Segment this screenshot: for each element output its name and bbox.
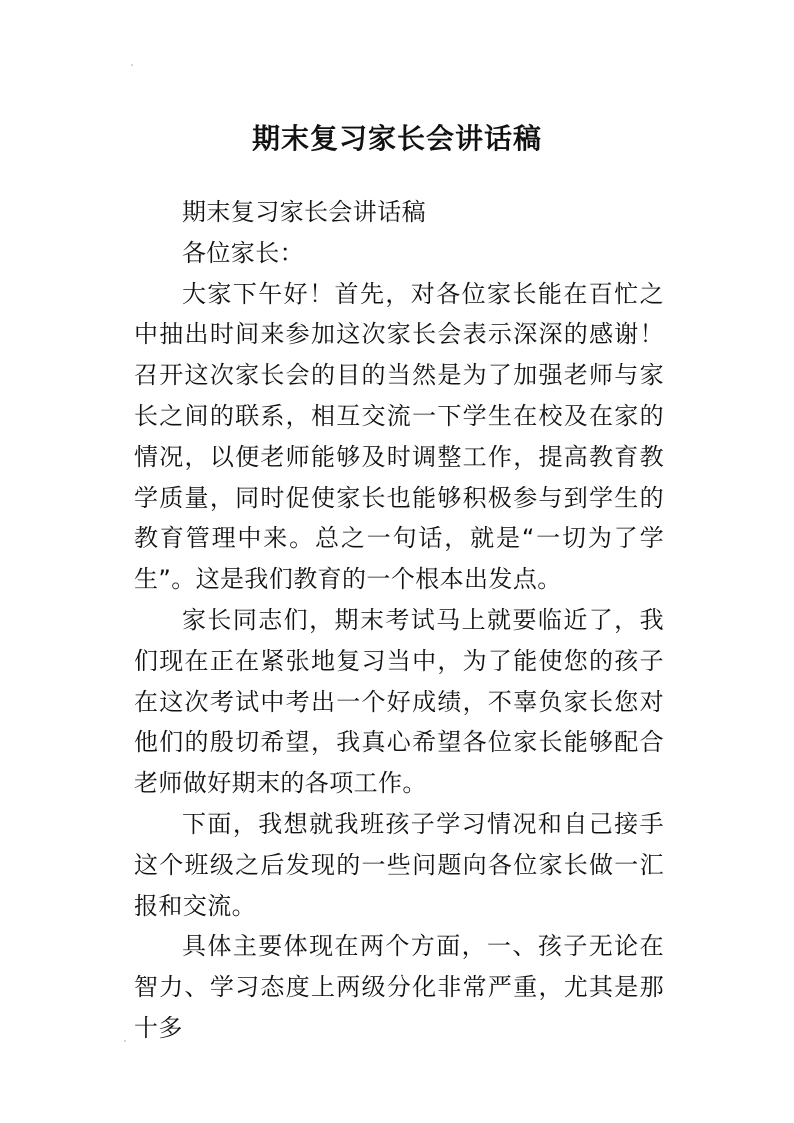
scan-speck: [124, 1040, 126, 1042]
scan-speck: [131, 64, 133, 66]
paragraph-heading-repeat: 期末复习家长会讲话稿: [182, 198, 426, 226]
paragraph-exam-approaching: 家长同志们，期末考试马上就要临近了，我们现在正在紧张地复习当中，为了能使您的孩子在这次考试中考出一个好成绩，不辜负家长您对他们的殷切希望，我真心希望各位家长能够配合老师做好期末的各项工作。: [134, 605, 664, 798]
document-body: [134, 192, 664, 1049]
paragraph-greeting: 大家下午好！首先，对各位家长能在百忙之中抽出时间来参加这次家长会表示深深的感谢！召开这次家长会的目的当然是为了加强老师与家长之间的联系，相互交流一下学生在校及在家的情况，以便老师能够及时调整工作，提高教育教学质量，同时促使家长也能够积极参与到学生的教育管理中来。总之一句话，就是“一切为了学生”。这是我们教育的一个根本出发点。: [134, 279, 664, 594]
document-title: 期末复习家长会讲话稿: [251, 121, 542, 155]
paragraph-two-aspects: 具体主要体现在两个方面，一、孩子无论在智力、学习态度上两级分化非常严重，尤其是那十多: [134, 932, 664, 1042]
paragraph-salutation: 各位家长：: [182, 238, 304, 267]
paragraph-report-intro: 下面，我想就我班孩子学习情况和自己接手这个班级之后发现的一些问题向各位家长做一汇报和交流。: [134, 809, 664, 920]
